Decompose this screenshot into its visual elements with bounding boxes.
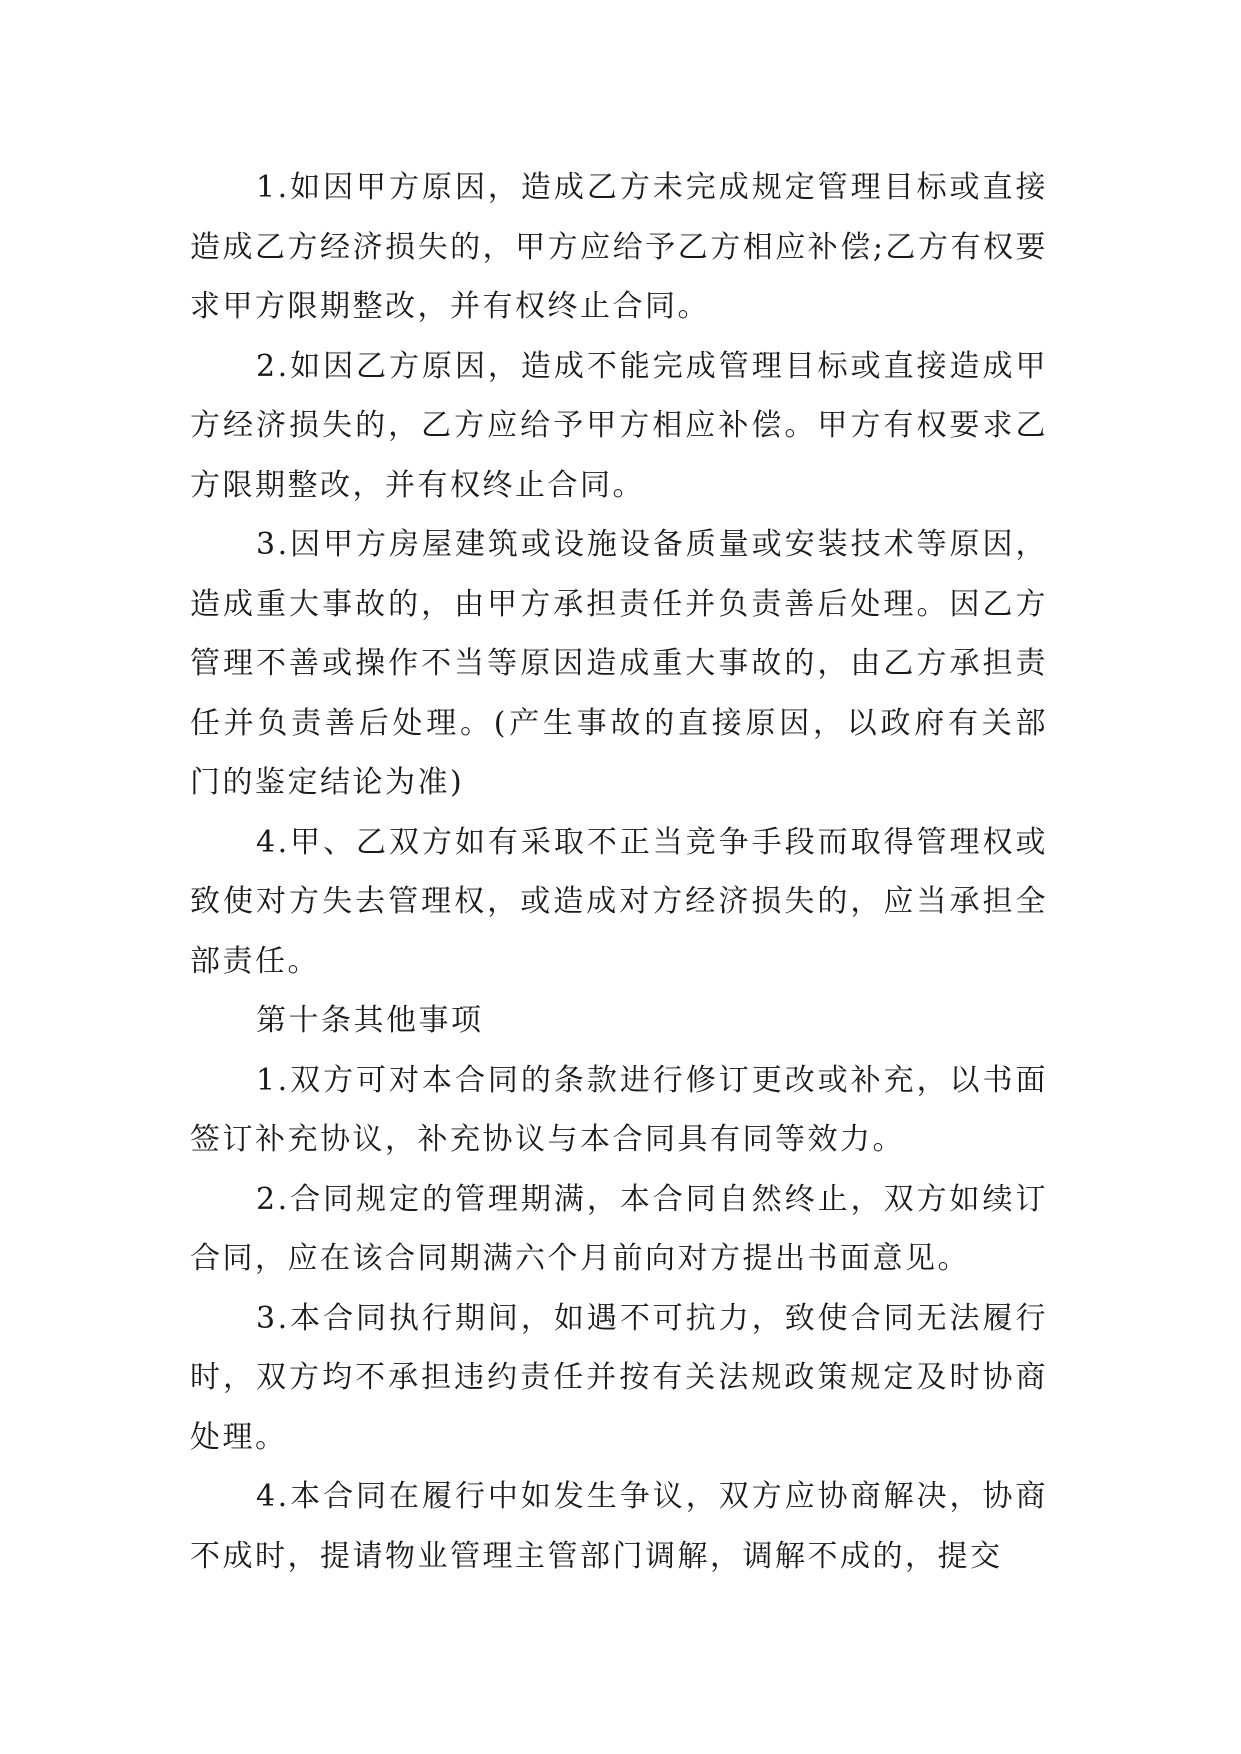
clause-paragraph-3: 3.因甲方房屋建筑或设施设备质量或安装技术等原因，造成重大事故的，由甲方承担责任并负责善后处理。因乙方管理不善或操作不当等原因造成重大事故的，由乙方承担责任并负责善后处理。(产生事故的直接原因，以政府有关部门的鉴定结论为准) xyxy=(190,527,1048,800)
clause-paragraph-4: 4.甲、乙双方如有采取不正当竞争手段而取得管理权或致使对方失去管理权，或造成对方经济损失的，应当承担全部责任。 xyxy=(190,824,1048,979)
section-heading: 第十条其他事项 xyxy=(256,1003,484,1038)
section-paragraph-2: 2.合同规定的管理期满，本合同自然终止，双方如续订合同，应在该合同期满六个月前向对方提出书面意见。 xyxy=(190,1181,1048,1276)
section-paragraph-4: 4.本合同在履行中如发生争议，双方应协商解决，协商不成时，提请物业管理主管部门调解，调解不成的，提交 xyxy=(190,1479,1048,1574)
clause-paragraph-1: 1.如因甲方原因，造成乙方未完成规定管理目标或直接造成乙方经济损失的，甲方应给予乙方相应补偿;乙方有权要求甲方限期整改，并有权终止合同。 xyxy=(190,170,1048,324)
document-body xyxy=(190,158,1048,1586)
section-paragraph-1: 1.双方可对本合同的条款进行修订更改或补充，以书面签订补充协议，补充协议与本合同具有同等效力。 xyxy=(190,1062,1048,1157)
clause-paragraph-2: 2.如因乙方原因，造成不能完成管理目标或直接造成甲方经济损失的，乙方应给予甲方相应补偿。甲方有权要求乙方限期整改，并有权终止合同。 xyxy=(190,348,1048,503)
section-paragraph-3: 3.本合同执行期间，如遇不可抗力，致使合同无法履行时，双方均不承担违约责任并按有关法规政策规定及时协商处理。 xyxy=(190,1300,1048,1455)
